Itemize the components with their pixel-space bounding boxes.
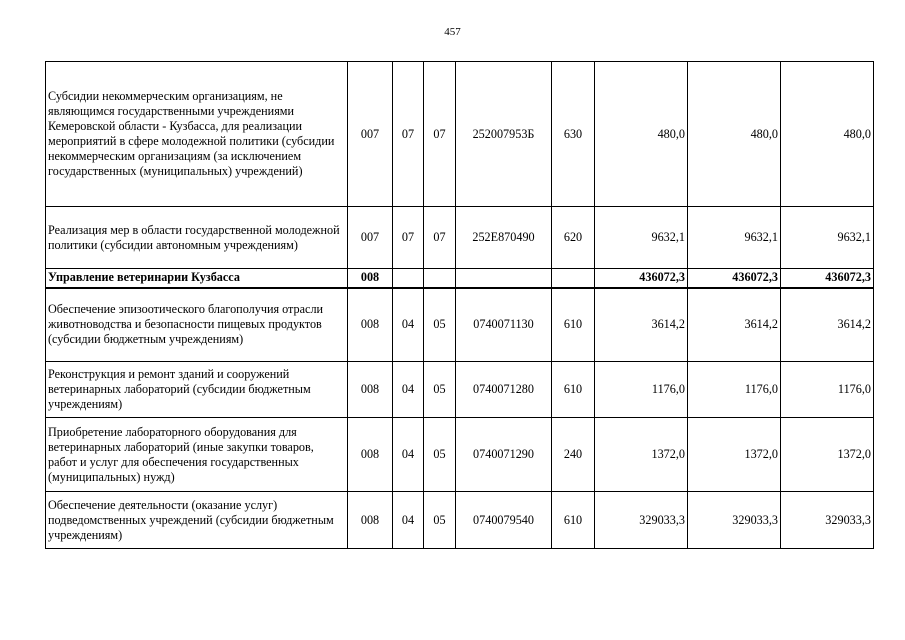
section-code-cell: 07 bbox=[393, 207, 424, 269]
section-code-cell: 04 bbox=[393, 418, 424, 492]
amount-year3-cell: 436072,3 bbox=[781, 269, 874, 288]
ministry-code-cell: 008 bbox=[348, 418, 393, 492]
table-row bbox=[46, 62, 874, 207]
target-article-cell: 252007953Б bbox=[456, 62, 552, 207]
ministry-code-cell: 007 bbox=[348, 207, 393, 269]
row-name-cell: Реализация мер в области государственной молодежной политики (субсидии автономным учреждениям) bbox=[46, 207, 348, 269]
expense-type-cell: 610 bbox=[552, 362, 595, 418]
table-row-section-header bbox=[46, 269, 874, 288]
section-code-cell: 04 bbox=[393, 288, 424, 362]
table-row bbox=[46, 288, 874, 362]
subsection-code-cell: 05 bbox=[424, 492, 456, 549]
section-code-cell: 04 bbox=[393, 362, 424, 418]
amount-year2-cell: 9632,1 bbox=[688, 207, 781, 269]
target-article-cell: 0740071280 bbox=[456, 362, 552, 418]
expense-type-cell: 240 bbox=[552, 418, 595, 492]
subsection-code-cell: 07 bbox=[424, 207, 456, 269]
subsection-code-cell: 07 bbox=[424, 62, 456, 207]
amount-year1-cell: 3614,2 bbox=[595, 288, 688, 362]
amount-year2-cell: 3614,2 bbox=[688, 288, 781, 362]
table-row bbox=[46, 362, 874, 418]
section-code-cell: 07 bbox=[393, 62, 424, 207]
amount-year2-cell: 480,0 bbox=[688, 62, 781, 207]
amount-year3-cell: 329033,3 bbox=[781, 492, 874, 549]
table-row bbox=[46, 207, 874, 269]
budget-table bbox=[45, 61, 874, 549]
expense-type-cell: 620 bbox=[552, 207, 595, 269]
amount-year1-cell: 329033,3 bbox=[595, 492, 688, 549]
row-name-cell: Приобретение лабораторного оборудования для ветеринарных лабораторий (иные закупки товаров, работ и услуг для обеспечения государственных (муниципальных) нужд) bbox=[46, 418, 348, 492]
subsection-code-cell: 05 bbox=[424, 418, 456, 492]
expense-type-cell: 630 bbox=[552, 62, 595, 207]
amount-year1-cell: 9632,1 bbox=[595, 207, 688, 269]
subsection-code-cell: 05 bbox=[424, 362, 456, 418]
amount-year1-cell: 480,0 bbox=[595, 62, 688, 207]
amount-year3-cell: 1372,0 bbox=[781, 418, 874, 492]
expense-type-cell: 610 bbox=[552, 288, 595, 362]
amount-year3-cell: 1176,0 bbox=[781, 362, 874, 418]
row-name-cell: Управление ветеринарии Кузбасса bbox=[46, 269, 348, 288]
amount-year2-cell: 1372,0 bbox=[688, 418, 781, 492]
expense-type-cell: 610 bbox=[552, 492, 595, 549]
amount-year1-cell: 436072,3 bbox=[595, 269, 688, 288]
row-name-cell: Обеспечение эпизоотического благополучия отрасли животноводства и безопасности пищевых продуктов (субсидии бюджетным учреждениям) bbox=[46, 288, 348, 362]
target-article-cell: 252Е870490 bbox=[456, 207, 552, 269]
section-code-cell: 04 bbox=[393, 492, 424, 549]
row-name-cell: Реконструкция и ремонт зданий и сооружений ветеринарных лабораторий (субсидии бюджетным учреждениям) bbox=[46, 362, 348, 418]
row-name-cell: Обеспечение деятельности (оказание услуг) подведомственных учреждений (субсидии бюджетным учреждениям) bbox=[46, 492, 348, 549]
table-row bbox=[46, 418, 874, 492]
amount-year2-cell: 329033,3 bbox=[688, 492, 781, 549]
amount-year2-cell: 1176,0 bbox=[688, 362, 781, 418]
ministry-code-cell: 008 bbox=[348, 269, 393, 288]
target-article-cell: 0740079540 bbox=[456, 492, 552, 549]
target-article-cell: 0740071130 bbox=[456, 288, 552, 362]
expense-type-cell bbox=[552, 269, 595, 288]
ministry-code-cell: 008 bbox=[348, 362, 393, 418]
amount-year3-cell: 9632,1 bbox=[781, 207, 874, 269]
ministry-code-cell: 008 bbox=[348, 288, 393, 362]
target-article-cell: 0740071290 bbox=[456, 418, 552, 492]
subsection-code-cell: 05 bbox=[424, 288, 456, 362]
row-name-cell: Субсидии некоммерческим организациям, не являющимся государственными учреждениями Кемеровской области - Кузбасса, для реализации мероприятий в сфере молодежной политики (субсидии некоммерческим организациям (за исключением государственных (муниципальных) учреждений) bbox=[46, 62, 348, 207]
amount-year3-cell: 3614,2 bbox=[781, 288, 874, 362]
target-article-cell bbox=[456, 269, 552, 288]
amount-year1-cell: 1372,0 bbox=[595, 418, 688, 492]
table-row bbox=[46, 492, 874, 549]
page-number: 457 bbox=[444, 26, 461, 38]
amount-year3-cell: 480,0 bbox=[781, 62, 874, 207]
amount-year2-cell: 436072,3 bbox=[688, 269, 781, 288]
ministry-code-cell: 007 bbox=[348, 62, 393, 207]
section-code-cell bbox=[393, 269, 424, 288]
ministry-code-cell: 008 bbox=[348, 492, 393, 549]
subsection-code-cell bbox=[424, 269, 456, 288]
amount-year1-cell: 1176,0 bbox=[595, 362, 688, 418]
